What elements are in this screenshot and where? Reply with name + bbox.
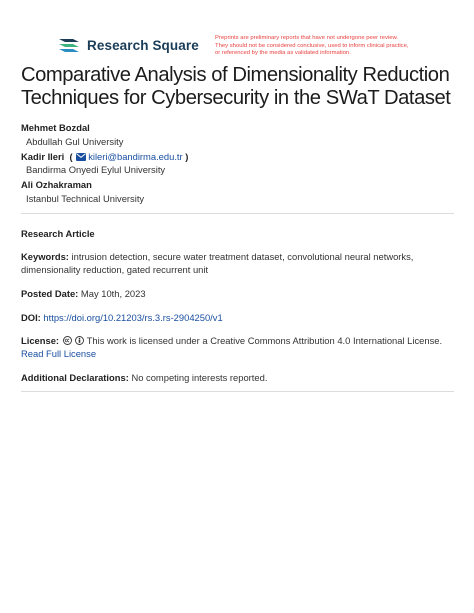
license-label: License: [21, 335, 60, 346]
article-type [21, 228, 451, 241]
title-line: Techniques for Cybersecurity in the SWaT Dataset [21, 87, 451, 109]
divider [21, 213, 454, 214]
research-square-logo[interactable] [57, 37, 199, 55]
author-name: Ali Ozhakraman [21, 179, 92, 190]
research-square-logo-icon [57, 37, 81, 55]
keywords-text: intrusion detection, secure water treatment dataset, convolutional neural networks, [71, 251, 414, 262]
email-open-paren: ( [66, 150, 73, 162]
doi-label: DOI: [21, 312, 41, 323]
keywords-block [21, 251, 451, 277]
author-affiliation: Istanbul Technical University [26, 192, 145, 204]
logo-text: Research Square [87, 38, 199, 54]
disclaimer-line: Preprints are preliminary reports that have not undergone peer review. [215, 35, 399, 41]
title-line: Comparative Analysis of Dimensionality Reduction [21, 64, 450, 86]
license-block [21, 335, 451, 361]
preprint-disclaimer [215, 35, 455, 58]
declarations-label: Additional Declarations: [21, 372, 129, 383]
author-affiliation: Bandirma Onyedi Eylul University [26, 164, 166, 175]
disclaimer-line: or referenced by the media as validated information. [215, 50, 351, 57]
divider [21, 391, 454, 392]
author-list [21, 121, 461, 207]
declarations-value: No competing interests reported. [131, 372, 268, 383]
disclaimer-line: They should not be considered conclusive, used to inform clinical practice, [215, 42, 409, 49]
article-type-value: Research Article [21, 228, 95, 239]
read-full-license-link[interactable]: Read Full License [21, 347, 97, 359]
license-text: This work is licensed under a Creative Commons Attribution 4.0 International License. [86, 335, 443, 346]
paper-title [21, 64, 461, 110]
author-name: Kadir Ileri [21, 150, 65, 162]
doi-block [21, 312, 451, 325]
attribution-icon [75, 336, 84, 345]
posted-date [21, 288, 451, 301]
mail-icon [76, 153, 86, 161]
page-header [0, 0, 474, 62]
posted-date-label: Posted Date: [21, 288, 79, 299]
creative-commons-icon [63, 336, 72, 345]
keywords-label: Keywords: [21, 251, 69, 262]
additional-declarations [21, 372, 451, 385]
author-name: Mehmet Bozdal [21, 122, 90, 133]
keywords-text-cont: dimensionality reduction, gated recurrent unit [21, 263, 209, 275]
author-affiliation: Abdullah Gul University [26, 135, 124, 147]
email-close-paren: ) [182, 150, 189, 162]
author-name-with-email [21, 150, 461, 164]
posted-date-value: May 10th, 2023 [80, 288, 146, 299]
author-email-link[interactable]: kileri@bandirma.edu.tr [88, 150, 183, 162]
doi-link[interactable]: https://doi.org/10.21203/rs.3.rs-2904250/v1 [43, 312, 223, 323]
